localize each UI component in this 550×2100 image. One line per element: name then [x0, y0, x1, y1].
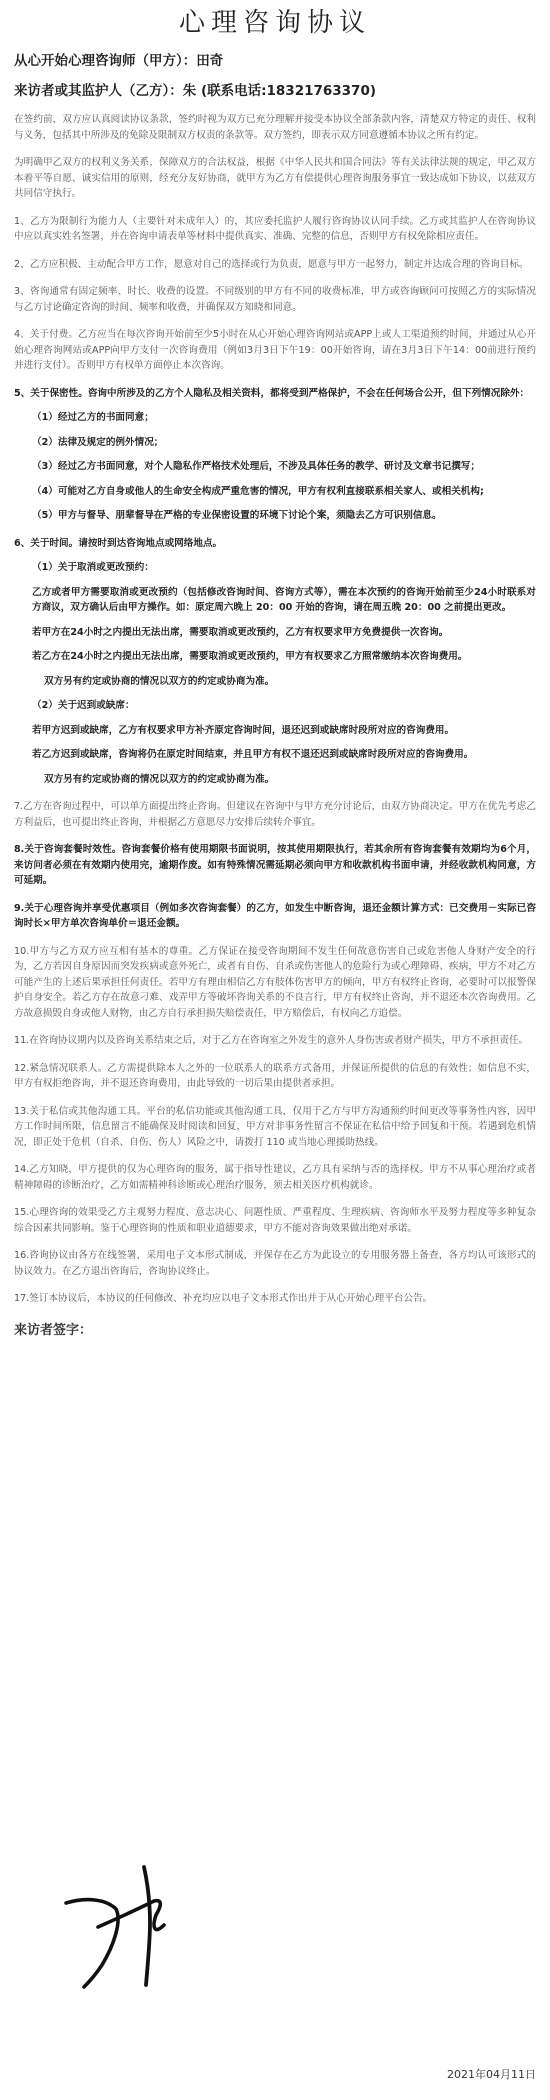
handwritten-signature: [58, 1865, 198, 1995]
party-b-line: 来访者或其监护人（乙方）：朱 (联系电话:18321763370): [14, 83, 377, 99]
clause-5-item: （1）经过乙方的书面同意；: [32, 412, 154, 423]
clause-14: 14.乙方知晓，甲方提供的仅为心理咨询的服务，属于指导性建议，乙方具有采纳与否的选择权。甲方不从事心理治疗或者精神障碍的诊断治疗，乙方如需精神科诊断或心理治疗服务，须去相关医疗机构就诊。: [14, 1164, 536, 1191]
clause-13: 13.关于私信或其他沟通工具。平台的私信功能或其他沟通工具，仅用于乙方与甲方沟通预约时间更改等事务性内容，因甲方工作时间所限，信息留言不能确保及时阅读和回复，甲方对非事务性留言不保证在私信中给予回复和干预。若遇到危机情况，即正处于危机（自杀、自伤、伤人）风险之中，请拨打 110 或当地心理援助热线。: [14, 1105, 536, 1148]
clause-6-1-text: 若乙方在24小时之内提出无法出席，需要取消或更改预约，甲方有权要求乙方照常缴纳本次咨询费用。: [32, 651, 468, 662]
clause-8: 8.关于咨询套餐时效性。咨询套餐价格有使用期限书面说明，按其使用期限执行，若其余所有咨询套餐有效期均为6个月，来访问者必须在有效期内使用完，逾期作废。如有特殊情况需延期必须向甲方和收款机构书面申请，并经收款机构同意，方可延期。: [14, 844, 536, 886]
clause-12: 12.紧急情况联系人。乙方需提供除本人之外的一位联系人的联系方式备用，并保证所提供的信息的有效性；如信息不实，甲方有权拒绝咨询，并不退还咨询费用，由此导致的一切后果由提供者承担。: [14, 1062, 536, 1089]
clause-1: 1、乙方为限制行为能力人（主要针对未成年人）的，其应委托监护人履行咨询协议认同手续。乙方或其监护人在咨询协议中应以真实姓名签署，并在咨询申请表单等材料中提供真实、准确、完整的信息，否则甲方有权免除相应责任。: [14, 215, 536, 242]
party-a-line: 从心开始心理咨询师（甲方）：田奇: [14, 53, 224, 69]
page-title: 心理咨询协议: [178, 8, 371, 38]
clause-5: 5、关于保密性。咨询中所涉及的乙方个人隐私及相关资料，都将受到严格保护，不会在任何场合公开，但下列情况除外：: [14, 387, 530, 399]
clause-16: 16.咨询协议由各方在线签署，采用电子文本形式制成，并保存在乙方为此设立的专用服务器上备查，各方均认可该形式的协议效力。在乙方退出咨询后，咨询协议终止。: [14, 1250, 536, 1277]
clause-6-1-text: 乙方或者甲方需要取消或更改预约（包括修改咨询时间、咨询方式等），需在本次预约的咨询开始前至少24小时联系对方商议，双方确认后由甲方操作。如：原定周六晚上 20：00 开始的咨询，请在周五晚 20：00 之前提出更改。: [32, 586, 536, 613]
clause-6: 6、关于时间。请按时到达咨询地点或网络地点。: [14, 537, 223, 549]
clause-5-item: （2）法律及规定的例外情况；: [32, 436, 164, 448]
clause-6-2-text: 双方另有约定或协商的情况以双方的约定或协商为准。: [44, 773, 275, 785]
clause-9: 9.关于心理咨询并享受优惠项目（例如多次咨询套餐）的乙方，如发生中断咨询，退还金额计算方式：已交费用－实际已咨询时长×甲方单次咨询单价＝退还金额。: [14, 902, 536, 929]
clause-6-1-text: 双方另有约定或协商的情况以双方的约定或协商为准。: [44, 675, 275, 687]
clause-15: 15.心理咨询的效果受乙方主观努力程度、意志决心、问题性质、严重程度、生理疾病、咨询师水平及努力程度等多种复杂综合因素共同影响。鉴于心理咨询的性质和职业道德要求，甲方不能对咨询效果做出绝对承诺。: [14, 1207, 536, 1234]
clause-5-item: （5）甲方与督导、朋辈督导在严格的专业保密设置的环境下讨论个案，须隐去乙方可识别信息。: [32, 510, 442, 521]
clause-17: 17.签订本协议后，本协议的任何修改、补充均应以电子文本形式作出并于从心开始心理平台公告。: [14, 1293, 433, 1304]
clause-5-item: （3）经过乙方书面同意，对个人隐私作严格技术处理后，不涉及具体任务的教学、研讨及文章书记撰写；: [32, 461, 480, 472]
clause-2: 2、乙方应积极、主动配合甲方工作，愿意对自己的选择或行为负责，愿意与甲方一起努力，制定并达成合理的咨询目标。: [14, 258, 529, 270]
signing-date: 2021年04月11日: [447, 2068, 536, 2081]
clause-7: 7.乙方在咨询过程中，可以单方面提出终止咨询。但建议在咨询中与甲方充分讨论后，由双方协商决定。甲方在优先考虑乙方利益后，也可提出终止咨询，并根据乙方意愿尽力安排后续转介事宜。: [14, 801, 536, 828]
clause-10: 10.甲方与乙方双方应互相有基本的尊重。乙方保证在接受咨询期间不发生任何故意伤害自己或危害他人身财产安全的行为，乙方若因自身原因而突发疾病或意外死亡，或者有自伤、自杀或伤害他人的危险行为或心理障碍、疾病，甲方不对乙方可能产生的上述后果承担任何责任。若甲方有理由相信乙方有肢体伤害甲方的倾向，甲方有权终止咨询，必要时可以报警保护自身安全。若乙方存在故意刁难、戏弄甲方等破坏咨询关系的不良言行，甲方有权终止咨询，并不退还本次咨询费用。乙方故意损毁自身或他人财物，由乙方自行承担损失赔偿责任，甲方赔偿后，有权向乙方追偿。: [14, 945, 536, 1019]
clause-6-1-heading: （1）关于取消或更改预约：: [32, 562, 154, 573]
clause-4: 4、关于付费。乙方应当在每次咨询开始前至少5小时在从心开始心理咨询网站或APP上或人工渠道预约时间，并通过从心开始心理咨询网站或APP向甲方支付一次咨询费用（例如3月3日下午19：00开始咨询，请在3月3日下午14：00前进行预约并进行支付）。否则甲方有权单方面停止本次咨询。: [14, 329, 536, 371]
clause-6-2-heading: （2）关于迟到或缺席：: [32, 700, 135, 711]
clause-5-item: （4）可能对乙方自身或他人的生命安全构成严重危害的情况，甲方有权利直接联系相关家人、或相关机构;: [32, 485, 484, 497]
purpose-paragraph: 为明确甲乙双方的权利义务关系，保障双方的合法权益，根据《中华人民共和国合同法》等有关法律法规的规定，甲乙双方本着平等自愿、诚实信用的原则，经充分友好协商，就甲方为乙方有偿提供心理咨询服务事宜一致达成如下协议，以兹双方共同信守执行。: [14, 157, 536, 199]
clause-6-2-text: 若乙方迟到或缺席，咨询将仍在原定时间结束，并且甲方有权不退还迟到或缺席时段所对应的咨询费用。: [32, 749, 474, 760]
signature-label: 来访者签字：: [14, 1322, 93, 1338]
clause-6-1-text: 若甲方在24小时之内提出无法出席，需要取消或更改预约，乙方有权要求甲方免费提供一次咨询。: [32, 626, 449, 638]
clause-11: 11.在咨询协议期内以及咨询关系结束之后，对于乙方在咨询室之外发生的意外人身伤害或者财产损失，甲方不承担责任。: [14, 1035, 529, 1046]
clause-3: 3、咨询通常有固定频率、时长、收费的设置。不同级别的甲方有不同的收费标准，甲方或咨询顾问可按照乙方的实际情况与乙方讨论确定咨询的时间、频率和收费，并确保双方知晓和同意。: [14, 286, 536, 313]
clause-6-2-text: 若甲方迟到或缺席，乙方有权要求甲方补齐原定咨询时间，退还迟到或缺席时段所对应的咨询费用。: [32, 724, 455, 736]
intro-paragraph: 在签约前，双方应认真阅读协议条款，签约时视为双方已充分理解并接受本协议全部条款内容，清楚双方特定的责任、权利与义务，包括其中所涉及的免除及限制双方权责的条款等。双方签约，即表示双方同意遵循本协议之所有约定。: [14, 114, 536, 141]
